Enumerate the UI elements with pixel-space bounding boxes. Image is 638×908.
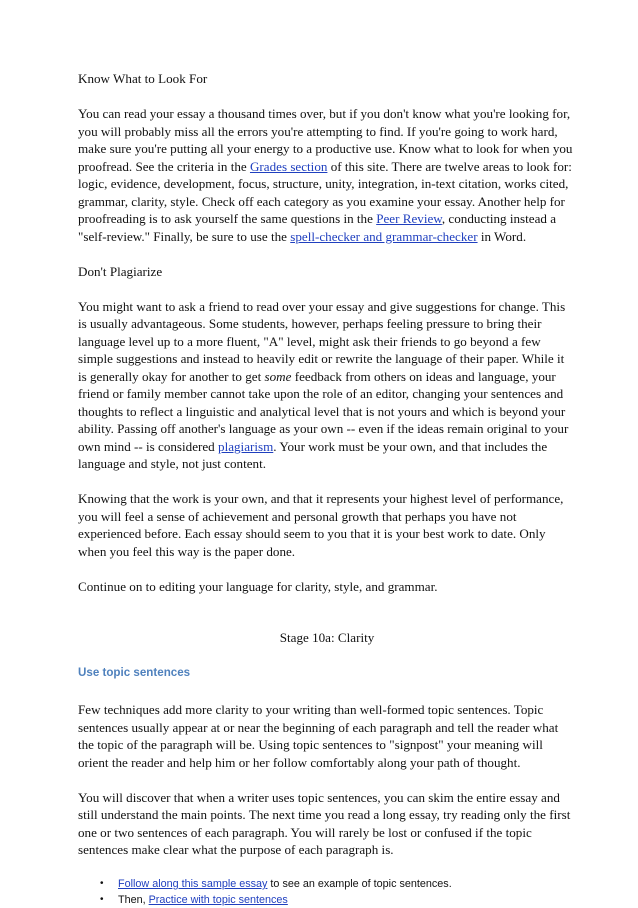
paragraph-your-own-work: Knowing that the work is your own, and that it represents your highest level of performance, you will feel a sense of achievement and personal growth that perhaps you have not experienced before. Each essay should seem to you that it is your best work to date. Only when you feel this way is the paper done. <box>78 491 564 559</box>
plagiarism-link[interactable]: plagiarism <box>218 438 274 454</box>
text-run: in Word. <box>477 228 527 244</box>
stage-title: Stage 10a: Clarity <box>279 630 375 645</box>
list-item <box>100 892 576 908</box>
text-run: . Your work must be your own, and that includes the language and style, not just content. <box>78 438 548 471</box>
emphasis-text: some <box>264 368 292 384</box>
peer-review-link[interactable]: Peer Review <box>376 211 442 226</box>
section-heading-dont-plagiarize: Don't Plagiarize <box>78 263 163 279</box>
text-run: You can read your essay a thousand times over, but if you don't know what you're looking for, you will probably miss all the errors you're attempting to find. If you're going to work hard, make sure you're putting all your energy to a productive use. Know what to look for when you proofread. See the criteria in the <box>78 106 573 174</box>
paragraph-topic-sentences-skim: You will discover that when a writer uses topic sentences, you can skim the entire essay and still understand the main points. The next time you read a long essay, try reading only the first one or two sentences of each paragraph. You will rarely be lost or confused if the topic sentences make clear what the purpose of each paragraph is. <box>78 789 571 857</box>
spell-checker-link[interactable]: spell-checker and grammar-checker <box>290 228 478 244</box>
text-run: Then, <box>118 894 149 906</box>
bullet-list <box>78 876 576 908</box>
sample-essay-link[interactable]: Follow along this sample essay <box>118 878 268 890</box>
grades-section-link[interactable]: Grades section <box>249 158 328 174</box>
practice-topic-sentences-link[interactable]: Practice with topic sentences <box>148 894 288 906</box>
text-run: to see an example of topic sentences. <box>267 878 452 890</box>
subheading-use-topic-sentences: Use topic sentences <box>78 665 191 679</box>
text-run: You might want to ask a friend to read over your essay and give suggestions for change. This is usually advantageous. Some students, however, perhaps feeling pressure to bring their language level up to a more fluent, "A" level, might ask their friends to go beyond a few simple suggestions and instead to heavily edit or rewrite the language of their paper. While it is generally okay for another to get <box>78 298 566 384</box>
text-run: of this site. There are twelve areas to look for: logic, evidence, development, focus, structure, unity, integration, in-text citation, works cited, grammar, clarity, style. Check off each category as you examine your essay. Another help for proofreading is to ask yourself the same questions in the <box>78 158 572 226</box>
bullet-icon: • <box>100 878 104 889</box>
text-run: , conducting instead a "self-review." Finally, be sure to use the <box>78 211 557 244</box>
paragraph-know-what-to-look-for <box>78 105 576 245</box>
section-heading-know-what-to-look-for: Know What to Look For <box>78 71 208 86</box>
text-run: feedback from others on ideas and language, your friend or family member cannot take upon the role of an editor, changing your sentences and thoughts to reflect a linguistic and analytical level that is not yours and which is beyond your ability. Passing off another's language as your own -- even if the ideas remain original to your own mind -- is considered <box>78 368 569 454</box>
paragraph-continue-editing: Continue on to editing your language for clarity, style, and grammar. <box>78 578 438 594</box>
document-page <box>78 70 576 908</box>
paragraph-topic-sentences-intro: Few techniques add more clarity to your writing than well-formed topic sentences. Topic sentences usually appear at or near the beginning of each paragraph and tell the reader what the topic of the paragraph will be. Using topic sentences to "signpost" your meaning will orient the reader and help him or her follow comfortably along your path of thought. <box>78 702 559 770</box>
bullet-icon: • <box>100 894 104 905</box>
list-item <box>100 876 576 892</box>
paragraph-plagiarism <box>78 298 576 473</box>
